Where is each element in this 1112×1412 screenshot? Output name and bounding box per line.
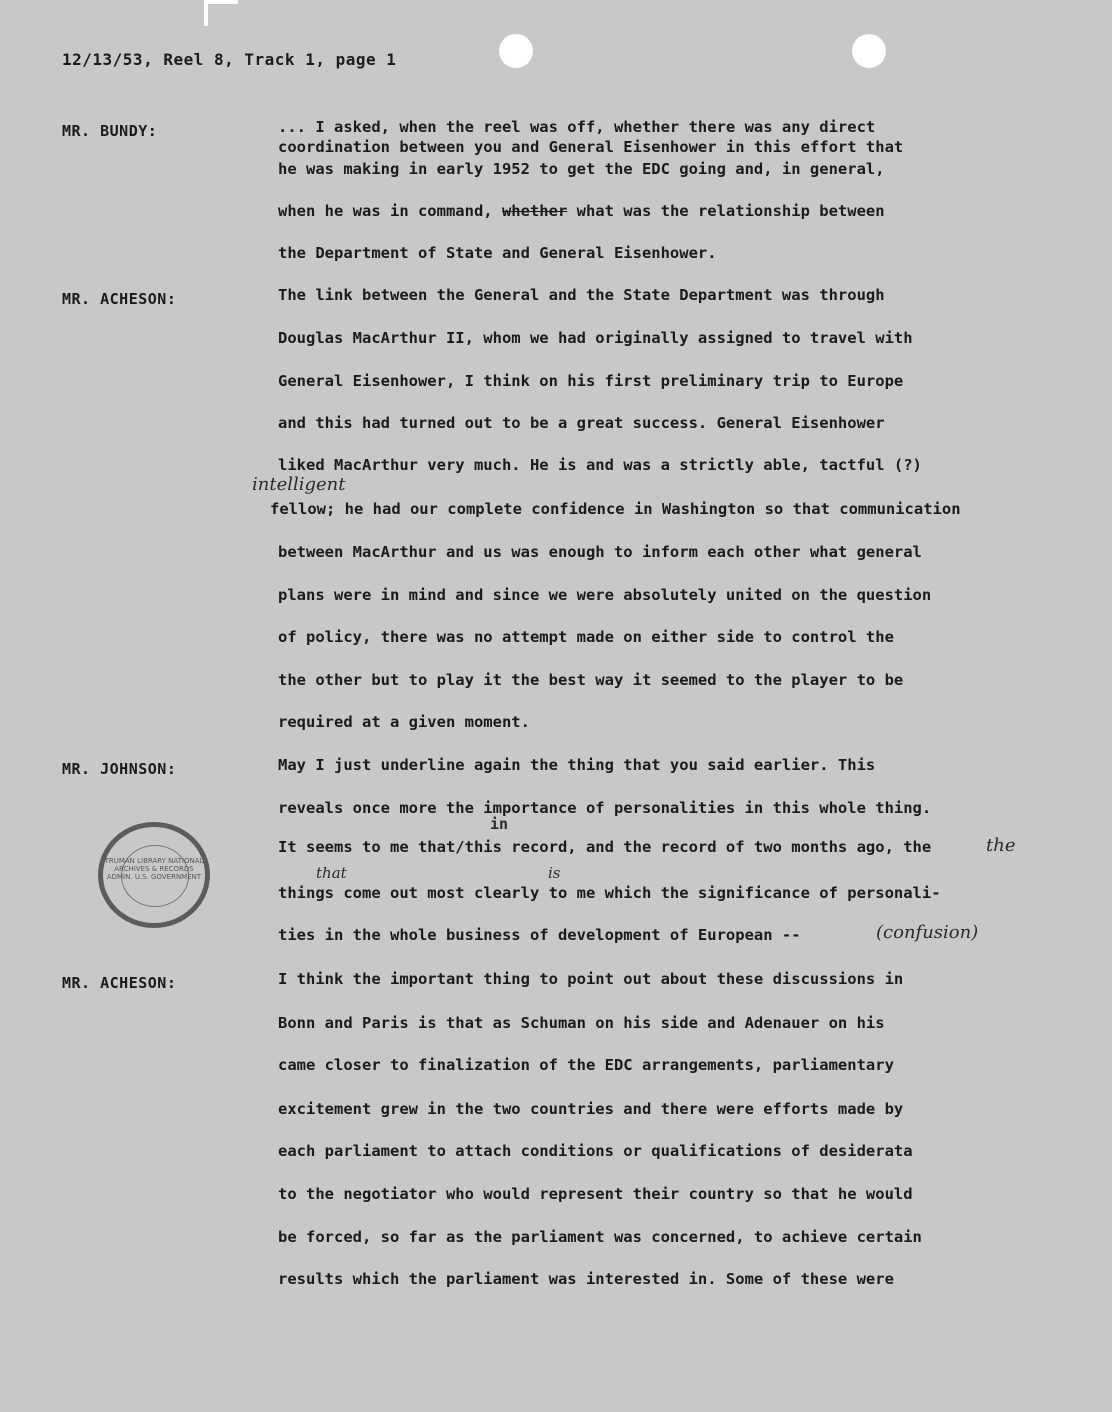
text-line: results which the parliament was interested in. Some of these were xyxy=(278,1270,894,1288)
text-line: of policy, there was no attempt made on either side to control the xyxy=(278,628,894,646)
speaker-label: MR. ACHESON: xyxy=(62,974,177,992)
text-line: plans were in mind and since we were absolutely united on the question xyxy=(278,586,932,604)
text-line: liked MacArthur very much. He is and was a strictly able, tactful (?) xyxy=(278,456,922,474)
text-before-strike: when he was in command, xyxy=(278,202,502,220)
corner-mark xyxy=(204,0,238,26)
stamp-text: TRUMAN LIBRARY NATIONAL ARCHIVES & RECORDS ADMIN. U.S. GOVERNMENT xyxy=(104,857,204,881)
text-line: the Department of State and General Eisenhower. xyxy=(278,244,717,262)
text-line: be forced, so far as the parliament was concerned, to achieve certain xyxy=(278,1228,922,1246)
text-line: reveals once more the importance of personalities in this whole thing. xyxy=(278,799,932,817)
handwritten-insertion: intelligent xyxy=(252,474,346,495)
text-line: each parliament to attach conditions or qualifications of desiderata xyxy=(278,1142,913,1160)
text-line: Douglas MacArthur II, whom we had originally assigned to travel with xyxy=(278,329,913,347)
text-line: General Eisenhower, I think on his first preliminary trip to Europe xyxy=(278,372,904,390)
text-line: things come out most clearly to me which the significance of personali- xyxy=(278,884,941,902)
handwritten-insertion: is xyxy=(548,864,561,882)
text-line: the other but to play it the best way it seemed to the player to be xyxy=(278,671,904,689)
text-line: The link between the General and the State Department was through xyxy=(278,286,885,304)
page-header: 12/13/53, Reel 8, Track 1, page 1 xyxy=(62,50,397,69)
punch-hole-left xyxy=(499,34,533,68)
text-line: Bonn and Paris is that as Schuman on his side and Adenauer on his xyxy=(278,1014,885,1032)
text-line: I think the important thing to point out about these discussions in xyxy=(278,970,904,988)
struck-word: whether xyxy=(501,202,568,220)
text-line: and this had turned out to be a great success. General Eisenhower xyxy=(278,414,885,432)
text-after-strike: what was the relationship between xyxy=(567,202,885,220)
text-line: It seems to me that/this record, and the record of two months ago, the xyxy=(278,838,932,856)
punch-hole-right xyxy=(852,34,886,68)
archive-stamp xyxy=(98,822,210,928)
text-line: excitement grew in the two countries and there were efforts made by xyxy=(278,1100,904,1118)
speaker-label: MR. JOHNSON: xyxy=(62,760,177,778)
text-line: he was making in early 1952 to get the EDC going and, in general, xyxy=(278,160,885,178)
handwritten-insertion: that xyxy=(316,864,347,882)
typed-insertion: in xyxy=(490,815,509,833)
text-line: ties in the whole business of development of European -- xyxy=(278,926,801,944)
speaker-label: MR. ACHESON: xyxy=(62,290,177,308)
text-line: ... I asked, when the reel was off, whether there was any direct xyxy=(278,118,876,136)
text-line: fellow; he had our complete confidence in Washington so that communication xyxy=(270,500,961,518)
text-line: to the negotiator who would represent their country so that he would xyxy=(278,1185,913,1203)
text-line: May I just underline again the thing that you said earlier. This xyxy=(278,756,876,774)
text-line: came closer to finalization of the EDC arrangements, parliamentary xyxy=(278,1056,894,1074)
speaker-label: MR. BUNDY: xyxy=(62,122,158,140)
text-line: required at a given moment. xyxy=(278,713,530,731)
text-line: between MacArthur and us was enough to inform each other what general xyxy=(278,543,922,561)
text-line: coordination between you and General Eisenhower in this effort that xyxy=(278,138,904,156)
handwritten-insertion: the xyxy=(986,835,1016,856)
handwritten-insertion: (confusion) xyxy=(876,922,979,943)
text-line-with-strikeout xyxy=(278,202,885,220)
